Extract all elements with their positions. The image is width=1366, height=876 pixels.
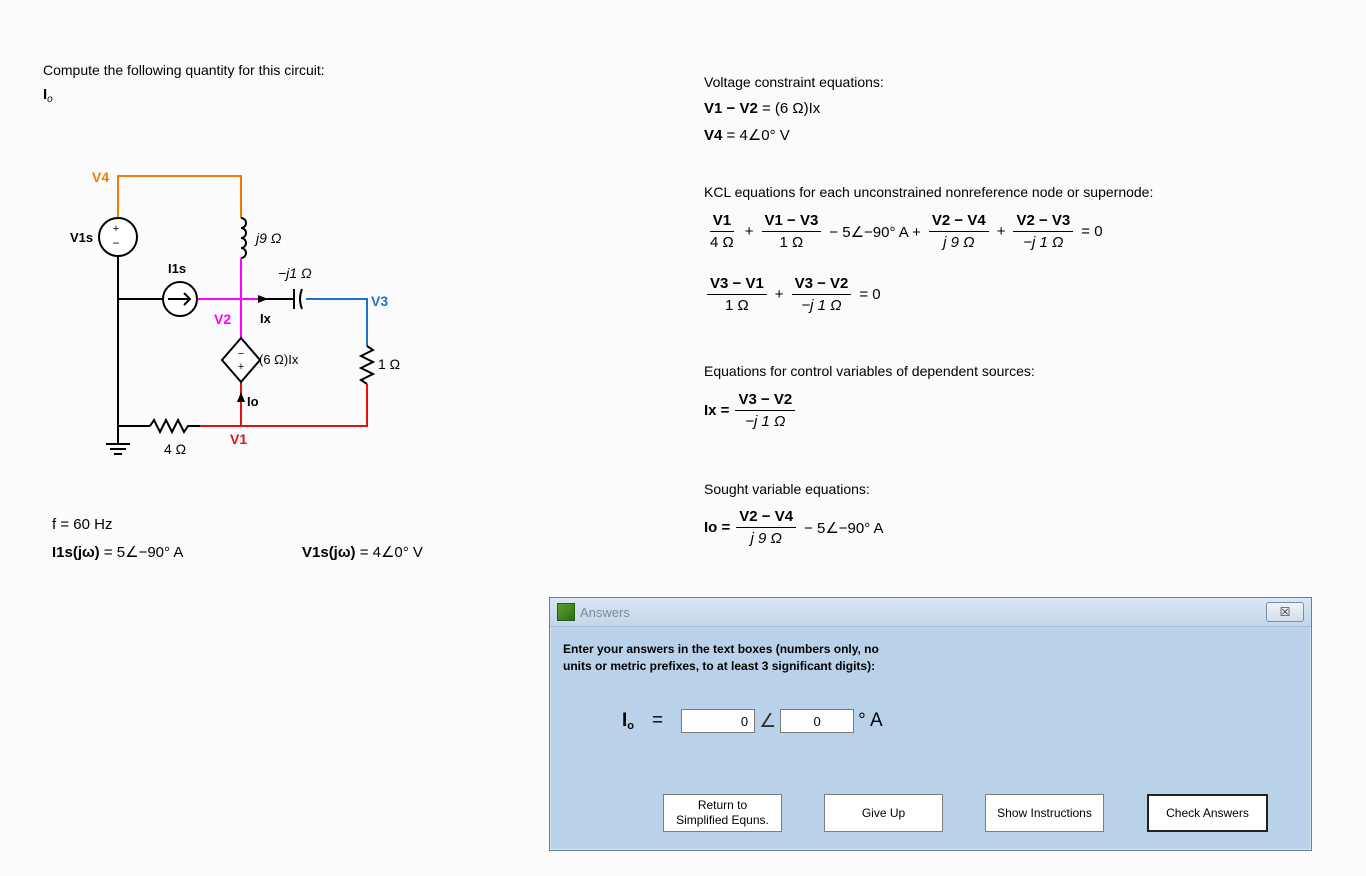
kcl1-end: = 0 <box>1081 223 1103 240</box>
sought-eq-lhs: Io = <box>704 519 731 536</box>
voltage-eq-1-lhs: V1 − V2 <box>704 100 758 117</box>
voltage-eq-1 <box>704 100 820 117</box>
label-v1: V1 <box>230 431 248 447</box>
angle-input[interactable] <box>780 709 854 733</box>
label-1ohm: 1 Ω <box>378 356 401 372</box>
sought-quantity <box>43 86 53 105</box>
kcl-eq-1 <box>704 212 1105 251</box>
kcl2-op-1: + <box>774 286 784 303</box>
answer-label-sub: o <box>627 720 635 732</box>
label-io: Io <box>247 394 259 409</box>
given-v1s-lhs: V1s(jω) <box>302 544 356 561</box>
given-frequency: f = 60 Hz <box>52 516 113 533</box>
dep-minus: − <box>237 348 245 360</box>
voltage-eq-1-rhs: = (6 Ω)Ix <box>761 100 821 117</box>
answer-unit: ° A <box>858 710 883 731</box>
given-i1s <box>52 543 183 561</box>
resistor-4ohm <box>150 420 200 432</box>
voltage-eq-2-lhs: V4 <box>704 127 723 144</box>
voltage-constraint-header: Voltage constraint equations: <box>704 74 884 90</box>
circuit-diagram <box>60 160 420 470</box>
answers-dialog <box>549 597 1312 851</box>
kcl2-frac-2: $\frac{V3 - V2}{-j 1 \Omega}$ <box>792 275 852 314</box>
answer-row <box>622 709 883 733</box>
capacitor <box>294 289 302 309</box>
sought-eq-tail: − 5∠−90° A <box>804 519 884 537</box>
label-neg-j1: −j1 Ω <box>278 265 312 281</box>
dialog-instructions <box>563 641 879 675</box>
show-instructions-button[interactable]: Show Instructions <box>985 794 1104 832</box>
dialog-title: Answers <box>580 605 630 620</box>
return-line-2: Simplified Equns. <box>676 813 769 827</box>
inductor-j9 <box>241 218 246 258</box>
label-i1s: I1s <box>168 261 187 276</box>
control-eq-frac: $\frac{V3 - V2}{-j 1 \Omega}$ <box>735 391 795 430</box>
control-eq-lhs: Ix = <box>704 402 730 419</box>
kcl1-op-2: + <box>996 223 1006 240</box>
sought-eq <box>704 508 886 547</box>
ix-arrow <box>258 295 268 303</box>
kcl-header: KCL equations for each unconstrained nonreference node or supernode: <box>704 184 1154 200</box>
ground-icon <box>106 426 130 454</box>
label-v2: V2 <box>214 311 232 327</box>
voltage-eq-2-rhs: = 4∠0° V <box>726 127 790 144</box>
v1s-minus: − <box>112 236 120 250</box>
label-j9: j9 Ω <box>256 230 282 246</box>
given-i1s-lhs: I1s(jω) <box>52 544 100 561</box>
given-v1s <box>302 543 423 561</box>
wire-v4 <box>118 176 241 218</box>
angle-icon: ∠ <box>759 710 777 732</box>
given-i1s-rhs: = 5∠−90° A <box>103 544 184 561</box>
voltage-eq-2 <box>704 126 790 144</box>
answer-equals: = <box>652 710 664 731</box>
instr-line-2: units or metric prefixes, to at least 3 significant digits): <box>563 659 876 673</box>
instr-line-1: Enter your answers in the text boxes (numbers only, no <box>563 642 879 656</box>
dialog-titlebar[interactable] <box>550 598 1311 627</box>
kcl1-frac-2: $\frac{V1 - V3}{1 \Omega}$ <box>762 212 822 251</box>
resistor-1ohm <box>361 346 373 384</box>
wire-v1 <box>200 382 367 426</box>
problem-prompt: Compute the following quantity for this circuit: <box>43 62 325 78</box>
close-icon[interactable]: ☒ <box>1266 602 1304 622</box>
io-arrow <box>237 392 245 402</box>
sought-header: Sought variable equations: <box>704 481 870 497</box>
kcl2-end: = 0 <box>859 286 881 303</box>
given-v1s-rhs: = 4∠0° V <box>359 544 423 561</box>
control-eq <box>704 391 798 430</box>
kcl1-frac-4: $\frac{V2 - V3}{-j 1 \Omega}$ <box>1013 212 1073 251</box>
return-to-simplified-button[interactable] <box>663 794 782 832</box>
label-4ohm: 4 Ω <box>164 441 187 457</box>
label-v3: V3 <box>371 293 389 309</box>
wire-ground <box>118 256 150 426</box>
v1s-plus: + <box>112 223 120 235</box>
dependent-source <box>222 338 260 382</box>
answer-label <box>622 710 634 732</box>
sought-eq-frac: $\frac{V2 - V4}{j 9 \Omega}$ <box>736 508 796 547</box>
quantity-sub: o <box>47 94 53 105</box>
quantity-main: I <box>43 86 48 103</box>
label-v4: V4 <box>92 169 110 185</box>
kcl1-frac-3: $\frac{V2 - V4}{j 9 \Omega}$ <box>929 212 989 251</box>
app-icon <box>557 603 575 621</box>
label-ix: Ix <box>260 311 271 326</box>
answer-label-main: I <box>622 710 628 731</box>
label-dep: (6 Ω)Ix <box>259 352 299 367</box>
label-v1s: V1s <box>70 230 94 245</box>
check-answers-button[interactable]: Check Answers <box>1147 794 1268 832</box>
control-header: Equations for control variables of dependent sources: <box>704 363 1035 379</box>
wire-v3 <box>306 299 367 346</box>
kcl1-frac-1: $\frac{V1}{4 \Omega}$ <box>710 212 734 251</box>
dep-plus: + <box>237 361 245 373</box>
kcl1-op-1: + <box>744 223 754 240</box>
kcl1-mid: − 5∠−90° A + <box>829 223 921 241</box>
kcl2-frac-1: $\frac{V3 - V1}{1 \Omega}$ <box>707 275 767 314</box>
give-up-button[interactable]: Give Up <box>824 794 943 832</box>
return-line-1: Return to <box>697 798 748 812</box>
magnitude-input[interactable] <box>681 709 755 733</box>
kcl-eq-2 <box>704 275 883 314</box>
